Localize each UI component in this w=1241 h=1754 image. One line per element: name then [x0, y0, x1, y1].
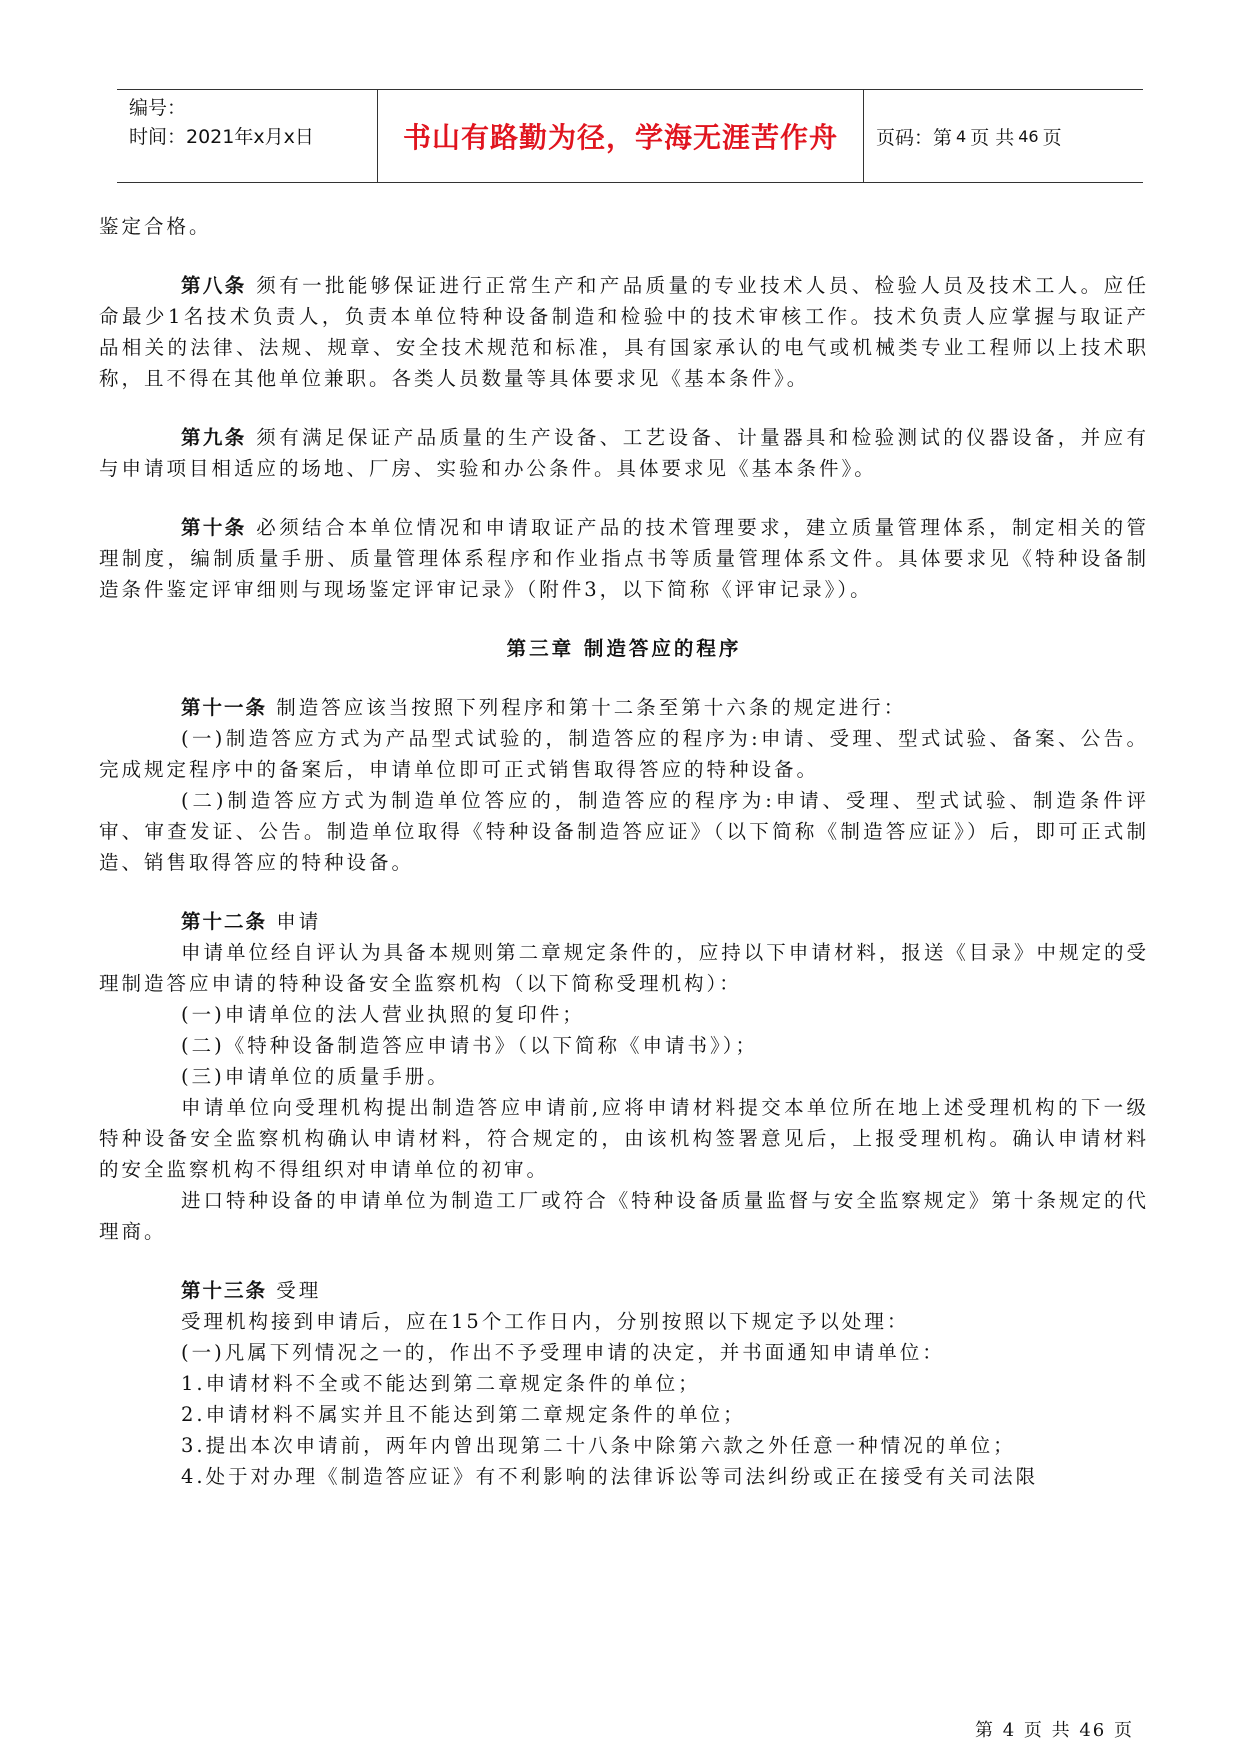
article-13-number-2: 2.申请材料不属实并且不能达到第二章规定条件的单位；: [181, 1403, 746, 1426]
page-suffix: 页: [1042, 126, 1062, 149]
article-13: [99, 1275, 1149, 1306]
article-9-text: 须有满足保证产品质量的生产设备、工艺设备、计量器具和检验测试的仪器设备，并应有与申请项目相适应的场地、厂房、实验和办公条件。具体要求见《基本条件》。: [99, 426, 1149, 480]
article-9: [99, 422, 1149, 484]
header-left: [117, 90, 377, 182]
article-12-paragraph-1: 申请单位经自评认为具备本规则第二章规定条件的，应持以下申请材料，报送《目录》中规定的受理制造答应申请的特种设备安全监察机构（以下简称受理机构）：: [99, 941, 1149, 995]
article-11-text: 制造答应该当按照下列程序和第十二条至第十六条的规定进行：: [267, 696, 907, 719]
page-prefix: 页码：第: [876, 126, 953, 149]
paragraph-continued: 鉴定合格。: [99, 215, 212, 238]
document-number-label: 编号：: [129, 97, 187, 119]
page-header: [117, 89, 1143, 183]
article-12-paragraph-2: 申请单位向受理机构提出制造答应申请前,应将申请材料提交本单位所在地上述受理机构的下一级特种设备安全监察机构确认申请材料，符合规定的，由该机构签署意见后，上报受理机构。确认申请材料的安全监察机构不得组织对申请单位的初审。: [99, 1096, 1149, 1181]
document-time: 时间：2021年x月x日: [129, 126, 314, 148]
document-body: [99, 211, 1149, 1492]
page-footer: 第 4 页 共 46 页: [975, 1720, 1134, 1741]
article-8: [99, 270, 1149, 394]
article-8-text: 须有一批能够保证进行正常生产和产品质量的专业技术人员、检验人员及技术工人。应任命最少1名技术负责人，负责本单位特种设备制造和检验中的技术审核工作。技术负责人应掌握与取证产品相关的法律、法规、规章、安全技术规范和标准，具有国家承认的电气或机械类专业工程师以上技术职称，且不得在其他单位兼职。各类人员数量等具体要求见《基本条件》。: [99, 274, 1149, 390]
article-13-text: 受理: [267, 1279, 322, 1302]
article-12-title: 第十二条: [181, 910, 268, 933]
article-9-title: 第九条: [181, 426, 247, 449]
article-13-item-1: (一)凡属下列情况之一的，作出不予受理申请的决定，并书面通知申请单位：: [181, 1341, 945, 1364]
article-13-number-4: 4.处于对办理《制造答应证》有不利影响的法律诉讼等司法纠纷或正在接受有关司法限: [181, 1465, 1039, 1488]
article-8-title: 第八条: [181, 274, 247, 297]
page-current: 4: [956, 126, 967, 146]
header-motto: 书山有路勤为径，学海无涯苦作舟: [377, 90, 864, 182]
chapter-heading: 第三章 制造答应的程序: [506, 637, 742, 660]
article-12-paragraph-3: 进口特种设备的申请单位为制造工厂或符合《特种设备质量监督与安全监察规定》第十条规定的代理商。: [99, 1189, 1149, 1243]
page-mid: 页 共: [970, 126, 1015, 149]
article-11-item-1: (一)制造答应方式为产品型式试验的，制造答应的程序为:申请、受理、型式试验、备案、公告。完成规定程序中的备案后，申请单位即可正式销售取得答应的特种设备。: [99, 727, 1149, 781]
article-13-number-3: 3.提出本次申请前，两年内曾出现第二十八条中除第六款之外任意一种情况的单位；: [181, 1434, 1016, 1457]
article-11: [99, 692, 1149, 723]
article-11-title: 第十一条: [181, 696, 268, 719]
article-12-text: 申请: [267, 910, 322, 933]
article-12-item-3: (三)申请单位的质量手册。: [181, 1065, 450, 1088]
article-11-item-2: (二)制造答应方式为制造单位答应的，制造答应的程序为:申请、受理、型式试验、制造条件评审、审查发证、公告。制造单位取得《特种设备制造答应证》（以下简称《制造答应证》）后，即可正式制造、销售取得答应的特种设备。: [99, 789, 1149, 874]
article-10-text: 必须结合本单位情况和申请取证产品的技术管理要求，建立质量管理体系，制定相关的管理制度，编制质量手册、质量管理体系程序和作业指点书等质量管理体系文件。具体要求见《特种设备制造条件鉴定评审细则与现场鉴定评审记录》（附件3，以下简称《评审记录》）。: [99, 516, 1149, 601]
article-12-item-2: (二)《特种设备制造答应申请书》（以下简称《申请书》）；: [181, 1034, 758, 1057]
article-10-title: 第十条: [181, 516, 247, 539]
article-12: [99, 906, 1149, 937]
page-total: 46: [1018, 126, 1039, 146]
article-13-number-1: 1.申请材料不全或不能达到第二章规定条件的单位；: [181, 1372, 701, 1395]
article-12-item-1: (一)申请单位的法人营业执照的复印件；: [181, 1003, 585, 1026]
header-page-indicator: [864, 90, 1143, 182]
article-13-paragraph-1: 受理机构接到申请后，应在15个工作日内，分别按照以下规定予以处理：: [181, 1310, 910, 1333]
article-13-title: 第十三条: [181, 1279, 268, 1302]
article-10: [99, 512, 1149, 605]
